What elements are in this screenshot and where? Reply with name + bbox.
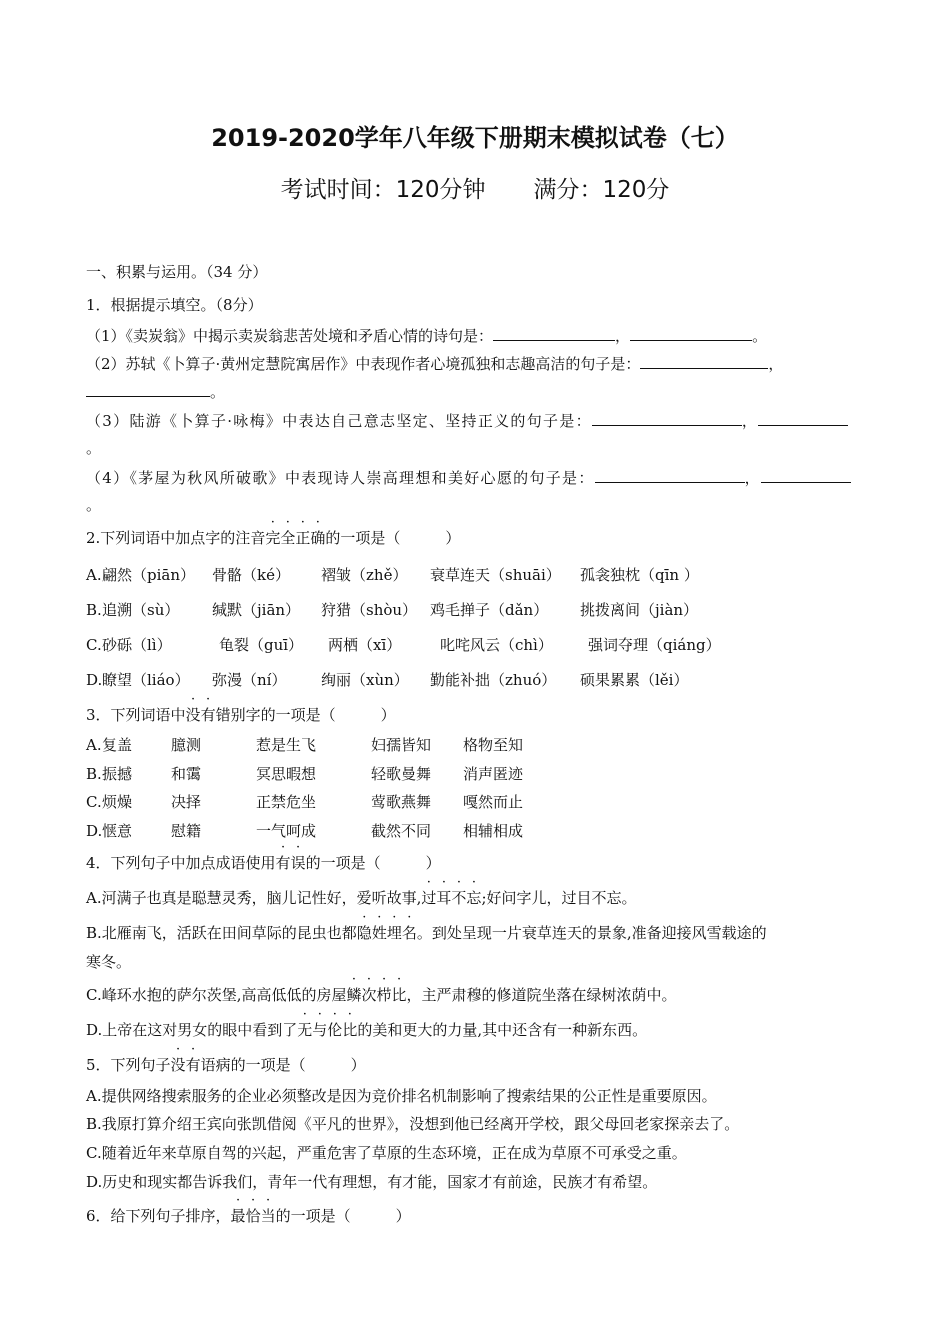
dotted-char: 完 (265, 529, 281, 547)
dotted-char: 有 (185, 1056, 201, 1074)
terminator: 。 (752, 327, 768, 345)
terminator: 。 (210, 383, 226, 401)
answer-blank[interactable] (758, 410, 848, 426)
dotted-char: 当 (260, 1207, 276, 1225)
dotted-idiom (357, 924, 417, 942)
separator: ， (744, 469, 761, 487)
option-label: A. (86, 736, 102, 754)
option-word: 翩然（piān） (102, 566, 196, 584)
dotted-char: 全 (280, 529, 296, 547)
q6-stem (86, 1206, 950, 1226)
option-text: 的美和更大的力量,其中还含有一种新东西。 (357, 1021, 648, 1039)
option-word: 鸡毛掸子（dǎn） (430, 601, 549, 619)
q6-dotted-words (231, 1207, 276, 1225)
option-label: D. (86, 822, 103, 840)
option-word: 慰籍 (171, 822, 202, 840)
dotted-char: 没 (170, 1056, 186, 1074)
option-word: 缄默（jiān） (212, 601, 301, 619)
option-word: 消声匿迹 (463, 765, 524, 783)
answer-blank[interactable] (86, 381, 210, 397)
answer-blank[interactable] (630, 325, 752, 341)
q2-stem-pre: 2.下列词语中加点字的注音 (86, 529, 266, 547)
dotted-char: 次 (361, 986, 377, 1004)
separator: ， (615, 327, 631, 345)
option-word: 叱咤风云（chì） (440, 636, 553, 654)
option-text: B.北雁南飞，活跃在田间草际的昆虫也都 (86, 924, 357, 942)
q1-stem: 1．根据提示填空。（8分） (86, 296, 263, 314)
q6-stem-post: 的一项是（ ） (275, 1207, 411, 1225)
dotted-char: 无 (297, 1021, 313, 1039)
option-word: 嘎然而止 (463, 793, 524, 811)
q4-stem-post: 的一项是（ ） (305, 854, 441, 872)
dotted-char: 伦 (327, 1021, 343, 1039)
option-word: 追溯（sù） (102, 601, 180, 619)
dotted-char: 耳 (436, 889, 452, 907)
option-text: D.上帝在这对男女的眼中看到了 (86, 1021, 298, 1039)
dotted-char: 姓 (371, 924, 387, 942)
q2-dotted-words (265, 529, 325, 547)
q5-option-c[interactable]: C.随着近年来草原自驾的兴起，严重危害了草原的生态环境，正在成为草原不可承受之重。 (86, 1144, 687, 1162)
dotted-char: 比 (391, 986, 407, 1004)
option-word: 龟裂（guī） (219, 636, 304, 654)
option-word: 绚丽（xùn） (321, 671, 409, 689)
option-word: 截然不同 (371, 822, 432, 840)
q1-part4-text: （4）《茅屋为秋风所破歌》中表现诗人崇高理想和美好心愿的句子是： (86, 469, 595, 487)
q1-part4 (86, 467, 950, 488)
option-word: 硕果累累（lěi） (580, 671, 689, 689)
q4-option-c[interactable] (86, 985, 950, 1005)
q4-dotted-words (276, 854, 306, 872)
q4-option-b[interactable] (86, 923, 950, 943)
answer-blank[interactable] (761, 467, 851, 483)
option-word: 妇孺皆知 (371, 736, 432, 754)
dotted-idiom (421, 889, 481, 907)
dotted-char: 栉 (376, 986, 392, 1004)
option-word: 振撼 (102, 765, 133, 783)
option-word: 砂砾（lì） (102, 636, 172, 654)
dotted-char: 比 (342, 1021, 358, 1039)
option-text: ，主严肃穆的修道院坐落在绿树浓荫中。 (406, 986, 677, 1004)
q1-part1-text: （1）《卖炭翁》中揭示卖炭翁悲苦处境和矛盾心情的诗句是： (86, 327, 494, 345)
option-word: 复盖 (102, 736, 133, 754)
option-label: B. (86, 601, 102, 619)
option-text: A.河满子也真是聪慧灵秀，脑儿记性好，爱听故事, (86, 889, 422, 907)
dotted-char: 埋 (386, 924, 402, 942)
option-word: 惹是生飞 (256, 736, 317, 754)
dotted-char: 最 (230, 1207, 246, 1225)
q4-option-b-cont: 寒冬。 (86, 953, 132, 971)
option-word: 孤衾独枕（qīn ） (580, 566, 699, 584)
q5-stem-post: 语病的一项是（ ） (200, 1056, 366, 1074)
option-word: 衰草连天（shuāi） (430, 566, 561, 584)
full-score: 满分：120分 (533, 177, 670, 203)
q2-stem (86, 528, 950, 548)
q3-stem (86, 705, 950, 725)
option-word: 勤能补拙（zhuó） (430, 671, 557, 689)
q3-stem-post: 错别字的一项是（ ） (215, 706, 396, 724)
dotted-char: 与 (312, 1021, 328, 1039)
exam-time: 考试时间：120分钟 (280, 177, 486, 203)
dotted-char: 忘 (466, 889, 482, 907)
option-word: 臆测 (171, 736, 202, 754)
q4-option-a[interactable] (86, 888, 950, 908)
dotted-char: 有 (200, 706, 216, 724)
dotted-char: 正 (295, 529, 311, 547)
dotted-char: 隐 (356, 924, 372, 942)
q1-part4-end: 。 (86, 496, 102, 514)
option-word: 莺歌燕舞 (371, 793, 432, 811)
answer-blank[interactable] (493, 325, 615, 341)
q5-option-b[interactable]: B.我原打算介绍王宾向张凯借阅《平凡的世界》，没想到他已经离开学校，跟父母回老家探亲去了。 (86, 1115, 740, 1133)
dotted-idiom (346, 986, 406, 1004)
q1-part2-text: （2）苏轼《卜算子·黄州定慧院寓居作》中表现作者心境孤独和志趣高洁的句子是： (86, 355, 641, 373)
option-word: 冥思暇想 (256, 765, 317, 783)
q3-stem-pre: 3．下列词语中 (86, 706, 186, 724)
dotted-char: 误 (290, 854, 306, 872)
q1-part2 (86, 353, 950, 374)
option-word: 轻歌曼舞 (371, 765, 432, 783)
q4-option-d[interactable] (86, 1020, 950, 1040)
page-title: 2019-2020学年八年级下册期末模拟试卷（七） (211, 124, 739, 152)
option-text: ;好问字儿，过目不忘。 (481, 889, 637, 907)
option-word: 弥漫（ní） (212, 671, 287, 689)
option-word: 褶皱（zhě） (321, 566, 408, 584)
dotted-char: 恰 (245, 1207, 261, 1225)
option-word: 挑拨离间（jiàn） (580, 601, 699, 619)
answer-blank[interactable] (640, 353, 768, 369)
q1-part3-end: 。 (86, 439, 102, 457)
dotted-char: 有 (275, 854, 291, 872)
q4-stem-pre: 4．下列句子中加点成语使用 (86, 854, 276, 872)
section-heading: 一、积累与运用。（34 分） (86, 263, 268, 281)
option-word: 强词夺理（qiáng） (588, 636, 721, 654)
answer-blank[interactable] (595, 467, 745, 483)
option-word: 正禁危坐 (256, 793, 317, 811)
answer-blank[interactable] (592, 410, 742, 426)
q1-part2-cont (86, 381, 950, 402)
option-word: 瞭望（liáo） (102, 671, 190, 689)
option-word: 两栖（xī） (328, 636, 402, 654)
dotted-char: 没 (185, 706, 201, 724)
option-word: 骨骼（ké） (212, 566, 290, 584)
q5-option-a[interactable]: A.提供网络搜索服务的企业必须整改是因为竞价排名机制影响了搜索结果的公正性是重要原因。 (86, 1087, 717, 1105)
exam-info (0, 171, 950, 204)
separator: ， (741, 412, 759, 430)
option-word: 狩猎（shòu） (321, 601, 418, 619)
q5-stem-pre: 5．下列句子 (86, 1056, 171, 1074)
dotted-char: 过 (421, 889, 437, 907)
option-label: C. (86, 793, 102, 811)
dotted-idiom (297, 1021, 357, 1039)
q1-part3 (86, 410, 950, 431)
q5-stem (86, 1055, 950, 1075)
q3-dotted-words (186, 706, 216, 724)
option-label: B. (86, 765, 102, 783)
q6-stem-pre: 6．给下列句子排序， (86, 1207, 231, 1225)
option-word: 一气呵成 (256, 822, 317, 840)
option-word: 决择 (171, 793, 202, 811)
q1-part3-text: （3）陆游《卜算子·咏梅》中表达自己意志坚定、坚持正义的句子是： (86, 412, 592, 430)
q5-option-d[interactable]: D.历史和现实都告诉我们，青年一代有理想，有才能，国家才有前途，民族才有希望。 (86, 1173, 658, 1191)
option-word: 烦燥 (102, 793, 133, 811)
dotted-char: 不 (451, 889, 467, 907)
option-word: 惬意 (102, 822, 133, 840)
q4-stem (86, 853, 950, 873)
option-label: A. (86, 566, 102, 584)
q5-dotted-words (171, 1056, 201, 1074)
dotted-char: 名 (401, 924, 417, 942)
option-label: D. (86, 671, 103, 689)
dotted-char: 确 (310, 529, 326, 547)
option-word: 和霭 (171, 765, 202, 783)
option-label: C. (86, 636, 102, 654)
option-word: 相辅相成 (463, 822, 524, 840)
dotted-char: 鳞 (346, 986, 362, 1004)
option-word: 格物至知 (463, 736, 524, 754)
q1-part1 (86, 325, 950, 346)
option-text: 。到处呈现一片衰草连天的景象,准备迎接风雪载途的 (416, 924, 767, 942)
separator: ， (768, 355, 784, 373)
option-text: C.峰环水抱的萨尔茨堡,高高低低的房屋 (86, 986, 347, 1004)
q2-stem-post: 的一项是（ ） (325, 529, 461, 547)
